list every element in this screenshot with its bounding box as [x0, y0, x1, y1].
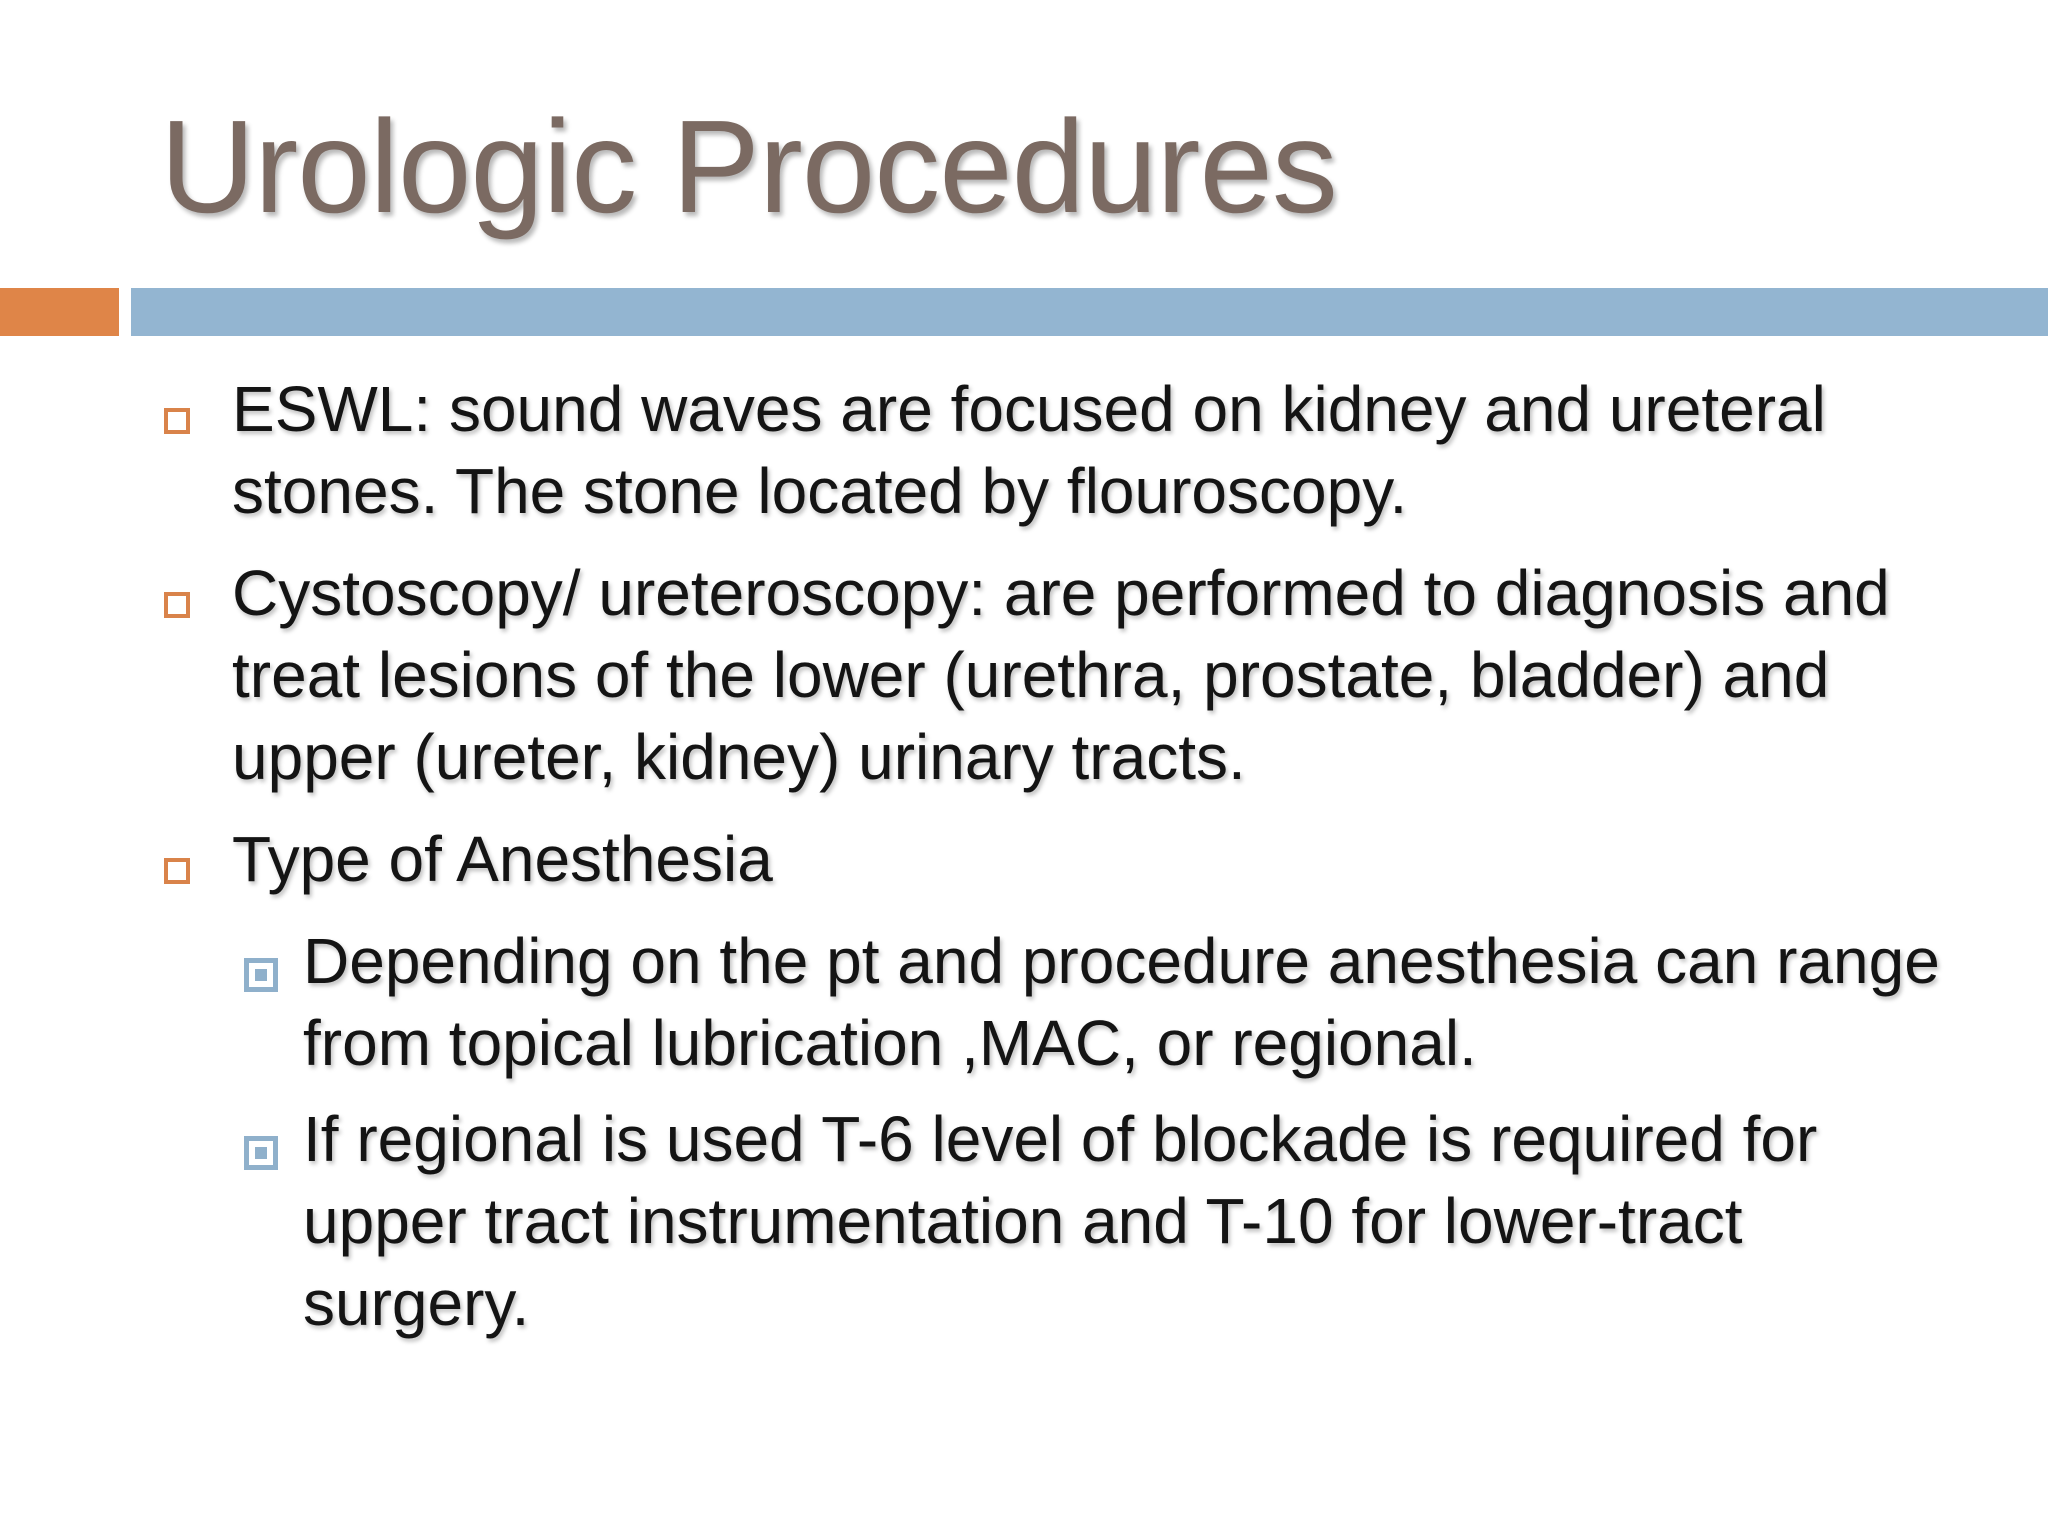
sub-bullet-item-anesthesia-range	[160, 920, 1970, 1084]
accent-bar	[0, 288, 119, 336]
bullet-text: Cystoscopy/ ureteroscopy: are performed to diagnosis and treat lesions of the lower (urethra, prostate, bladder) and upper (ureter, kidney) urinary tracts.	[232, 557, 1890, 793]
filled-square-bullet-icon	[244, 958, 278, 992]
sub-bullet-item-regional-levels	[160, 1098, 1970, 1344]
bullet-text: Depending on the pt and procedure anesthesia can range from topical lubrication ,MAC, or regional.	[303, 925, 1940, 1079]
bullet-item-cystoscopy	[160, 552, 1970, 798]
hollow-square-bullet-icon	[164, 408, 190, 434]
bullet-item-anesthesia-type	[160, 818, 1970, 900]
bullet-list	[160, 368, 1970, 1358]
hollow-square-bullet-icon	[164, 592, 190, 618]
hollow-square-bullet-icon	[164, 858, 190, 884]
bullet-text: If regional is used T-6 level of blockade is required for upper tract instrumentation and T-10 for lower-tract surgery.	[303, 1103, 1818, 1339]
bullet-item-eswl	[160, 368, 1970, 532]
title-rule-bar	[131, 288, 2048, 336]
bullet-text: ESWL: sound waves are focused on kidney and ureteral stones. The stone located by flouroscopy.	[232, 373, 1826, 527]
filled-square-bullet-icon	[244, 1136, 278, 1170]
slide-title: Urologic Procedures	[160, 93, 1337, 240]
bullet-text: Type of Anesthesia	[232, 823, 773, 895]
